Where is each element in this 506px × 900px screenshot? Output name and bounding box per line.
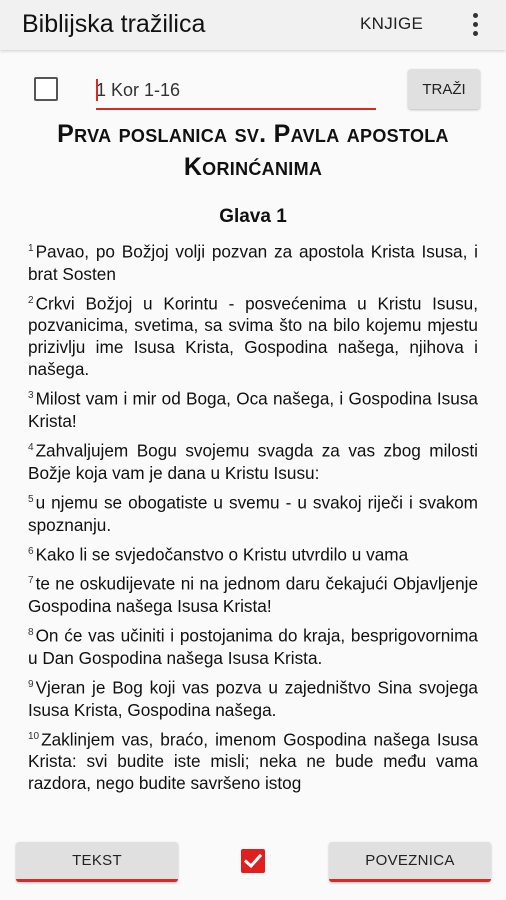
- verse: [28, 238, 478, 285]
- verse-text: te ne oskudijevate ni na jednom daru čekajući Objavljenje Gospodina našega Isusa Krista!: [28, 574, 478, 617]
- verse-text: Kako li se svjedočanstvo o Kristu utvrdilo u vama: [35, 544, 409, 565]
- verse: [28, 674, 478, 721]
- more-vert-icon[interactable]: [468, 13, 482, 39]
- verse-text: Milost vam i mir od Boga, Oca našega, i Gospodina Isusa Krista!: [28, 389, 478, 432]
- verse-number: 9: [28, 678, 34, 690]
- verse-number: 10: [28, 730, 40, 742]
- verse-number: 8: [28, 627, 34, 639]
- books-button[interactable]: KNJIGE: [360, 14, 424, 33]
- verse: [28, 726, 478, 795]
- verse-list: [0, 238, 506, 794]
- bottom-bar: [0, 836, 506, 900]
- verse-text: Zahvaljujem Bogu svojemu svagda za vas zbog milosti Božje koja vam je dana u Kristu Isusu:: [28, 440, 478, 483]
- verse-number: 7: [28, 575, 34, 587]
- verse: [28, 437, 478, 484]
- verse-number: 5: [28, 493, 34, 505]
- verse-number: 2: [28, 294, 34, 306]
- verse-text: Vjeran je Bog koji vas pozva u zajedništvo Sina svojega Isusa Krista, Gospodina našega.: [28, 677, 478, 720]
- verse-text: Pavao, po Božjoj volji pozvan za apostola Krista Isusa, i brat Sosten: [28, 241, 478, 284]
- verse-number: 6: [28, 545, 34, 557]
- search-field[interactable]: [96, 74, 376, 110]
- verse-text: Zaklinjem vas, braćo, imenom Gospodina našega Isusa Krista: svi budite iste misli; neka ne bude među vama razdora, nego budite savršeno istog: [28, 729, 478, 794]
- verse-number: 4: [28, 442, 34, 454]
- verse: [28, 622, 478, 669]
- chapter-title: Glava 1: [219, 206, 287, 227]
- text-button[interactable]: TEKST: [16, 842, 178, 882]
- checkmark-icon: [243, 851, 263, 871]
- verse: [28, 385, 478, 432]
- text-cursor: [96, 79, 98, 101]
- verse-text: On će vas učiniti i postojanima do kraja, besprigovornima u Dan Gospodina našega Isusa Krista.: [28, 625, 478, 668]
- app-title: Biblijska tražilica: [22, 10, 206, 38]
- app-bar: [0, 0, 506, 50]
- link-button[interactable]: POVEZNICA: [329, 842, 491, 882]
- verse-text: Crkvi Božjoj u Korintu - posvećenima u Kristu Isusu, pozvanicima, svetima, sa svima što na bilo kojemu mjestu prizivlju ime Isusa Krista, Gospodina našega, njihova i našega.: [28, 293, 478, 380]
- search-input[interactable]: [96, 76, 374, 104]
- verse-number: 3: [28, 390, 34, 402]
- book-title: Prva poslanica sv. Pavla apostola Korinćanima: [57, 120, 449, 181]
- verse-number: 1: [28, 243, 34, 254]
- verse: [28, 290, 478, 381]
- verse: [28, 570, 478, 617]
- verse: [28, 541, 478, 566]
- bottom-checkbox[interactable]: [241, 849, 265, 873]
- scripture-content[interactable]: [0, 112, 506, 834]
- verse-text: u njemu se obogatiste u svemu - u svakoj riječi i svakom spoznanju.: [28, 492, 478, 535]
- verse: [28, 489, 478, 536]
- search-button[interactable]: TRAŽI: [408, 69, 480, 109]
- top-checkbox[interactable]: [34, 77, 58, 101]
